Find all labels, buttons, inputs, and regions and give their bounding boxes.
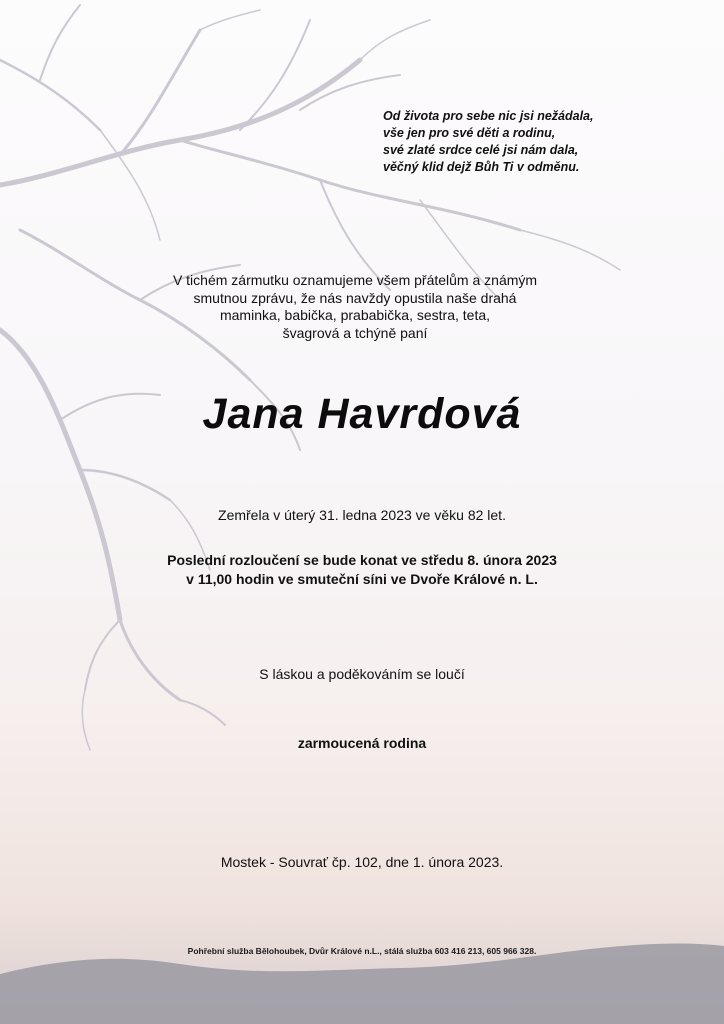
announcement-text (120, 272, 590, 342)
announcement-line: maminka, babička, prababička, sestra, teta, (219, 307, 491, 323)
farewell-message: S láskou a poděkováním se loučí (259, 666, 465, 682)
poem-line: Od života pro sebe nic jsi nežádala, (383, 109, 594, 123)
announcement-line: smutnou zprávu, že nás navždy opustila naše drahá (193, 289, 517, 306)
family-signature: zarmoucená rodina (297, 735, 427, 751)
poem-line: vše jen pro své děti a rodinu, (383, 126, 556, 140)
place-and-date: Mostek - Souvrať čp. 102, dne 1. února 2023. (220, 854, 504, 870)
memorial-poem (383, 108, 683, 176)
funeral-line: v 11,00 hodin ve smuteční síni ve Dvoře Králové n. L. (186, 571, 538, 587)
funeral-line: Poslední rozloučení se bude konat ve středu 8. února 2023 (167, 552, 557, 568)
funeral-info (0, 551, 724, 589)
funeral-service-footer: Pohřební služba Bělohoubek, Dvůr Králové n.L., stálá služba 603 416 213, 605 966 328. (187, 946, 537, 956)
poem-line: své zlaté srdce celé jsi nám dala, (383, 143, 579, 157)
deceased-name: Jana Havrdová (202, 390, 522, 438)
announcement-line: švagrová a tchýně paní (282, 324, 428, 341)
poem-line: věčný klid dejž Bůh Ti v odměnu. (383, 160, 580, 174)
announcement-line: V tichém zármutku oznamujeme všem přátelům a známým (172, 272, 538, 288)
death-date: Zemřela v úterý 31. ledna 2023 ve věku 82 let. (218, 507, 506, 523)
